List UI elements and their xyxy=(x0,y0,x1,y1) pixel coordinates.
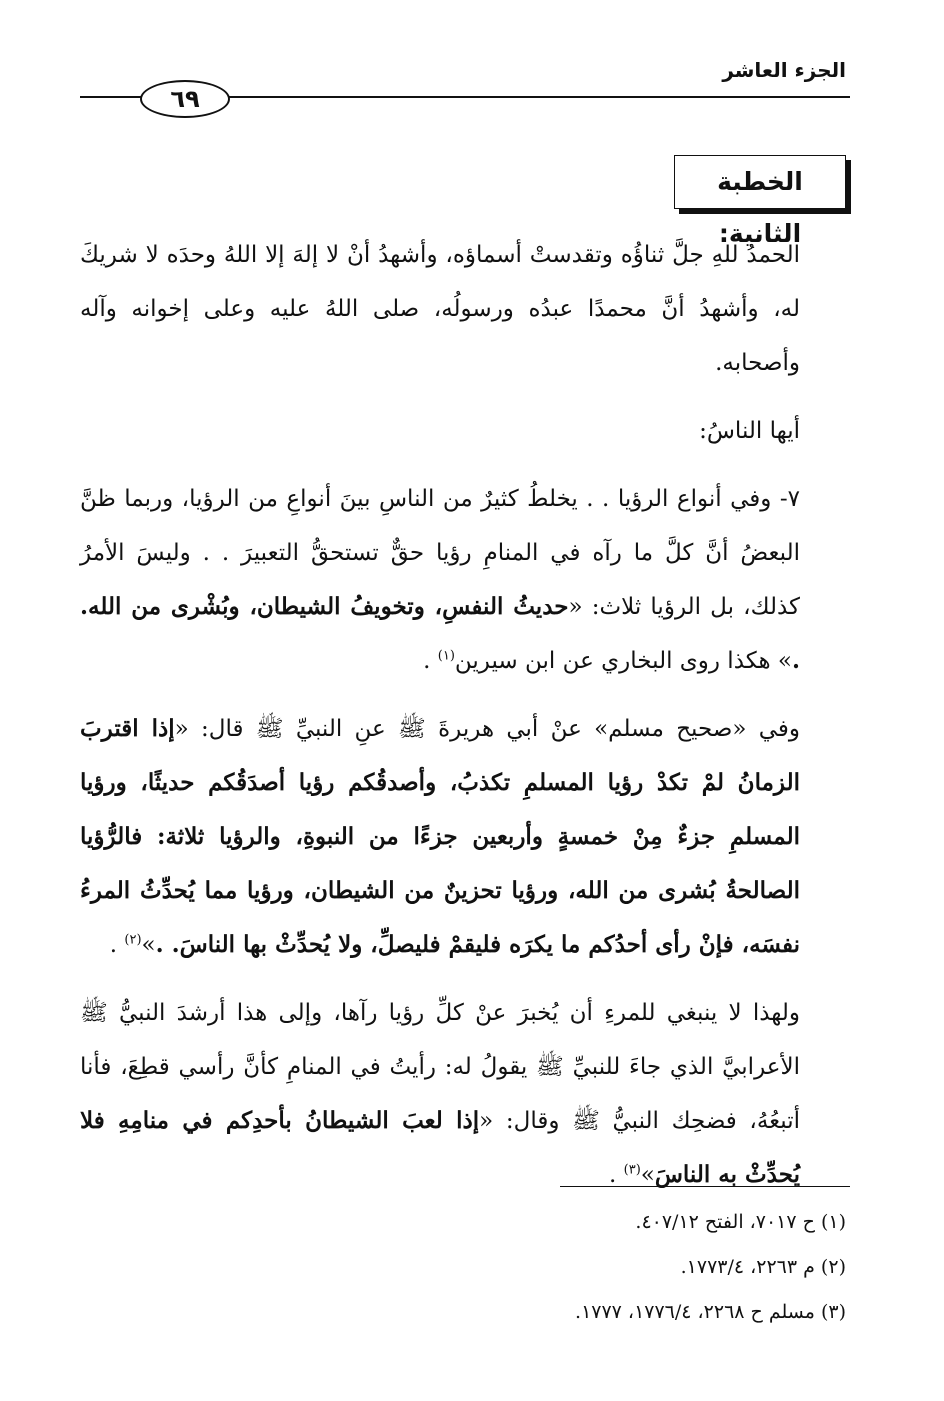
paragraph-praise: الحمدُ للهِ جلَّ ثناؤُه وتقدستْ أسماؤه، وأشهدُ أنْ لا إلهَ إلا اللهُ وحدَه لا شريكَ له، وأشهدُ أنَّ محمدًا عبدُه ورسولُه، صلى اللهُ عليه وعلى إخوانه وآله وأصحابه. xyxy=(80,242,800,376)
paragraph-text: ولهذا لا ينبغي للمرءِ أن يُخبرَ عنْ كلِّ رؤيا رآها، وإلى هذا أرشدَ النبيُّ ﷺ الأعرابيَّ الذي جاءَ للنبيِّ ﷺ يقولُ له: رأيتُ في المنامِ كأنَّ رأسي قطِعَ، فأنا أتبعُهُ، فضحِك النبيُّ ﷺ وقال: « xyxy=(80,1000,800,1134)
running-title: الجزء العاشر xyxy=(722,58,846,82)
hadith-quote: حديثُ النفسِ، وتخويفُ الشيطان، وبُشْرى من الله. . xyxy=(80,593,800,674)
footnote-item: (١) ح ٧٠١٧، الفتح ٤٠٧/١٢. xyxy=(635,1211,846,1233)
paragraph-text: » هكذا روى البخاري عن ابن سيرين xyxy=(454,648,792,674)
footnote-ref[interactable]: (٢) xyxy=(124,932,142,948)
page-number: ٦٩ xyxy=(140,80,230,118)
hadith-quote: إذا اقتربَ الزمانُ لمْ تكدْ رؤيا المسلمِ تكذبُ، وأصدقُكم رؤيا أصدَقُكم حديثًا، ورؤيا المسلمِ جزءٌ مِنْ خمسةٍ وأربعين جزءًا من النبوةِ، والرؤيا ثلاثة: فالرُّؤيا الصالحةُ بُشرى من الله، ورؤيا تحزينٌ من الشيطان، ورؤيا مما يُحدِّثُ المرءُ نفسَه، فإنْ رأى أحدُكم ما يكرَه فليقمْ فليصلِّ، ولا يُحدِّثْ بها الناسَ. . xyxy=(80,715,800,958)
paragraph-guidance xyxy=(80,986,850,1202)
paragraph-dream-types xyxy=(80,472,850,688)
footnote-rule xyxy=(560,1186,850,1187)
hadith-quote: إذا لعبَ الشيطانُ بأحدِكم في منامِهِ فلا يُحدِّثْ به الناسَ xyxy=(80,1107,800,1188)
paragraph-text: » xyxy=(640,1162,655,1188)
footnote-ref[interactable]: (١) xyxy=(437,648,455,664)
paragraph-sahih-muslim xyxy=(80,702,850,972)
paragraph-text: ٧- وفي أنواع الرؤيا . . يخلطُ كثيرٌ من الناسِ بينَ أنواعِ من الرؤيا، وربما ظنَّ البعضُ أنَّ كلَّ ما رآه في المنامِ رؤيا حقٌّ تستحقُّ التعبيرَ . . وليسَ الأمرُ كذلك، بل الرؤيا ثلاث: « xyxy=(80,486,801,620)
paragraph-end: . xyxy=(109,932,125,958)
footnotes xyxy=(76,1200,846,1335)
paragraph-text: » xyxy=(141,932,156,958)
footnote-item: (٣) مسلم ح ٢٢٦٨، ١٧٧٦/٤، ١٧٧٧. xyxy=(575,1301,846,1323)
body-text xyxy=(80,228,850,1216)
footnote-ref[interactable]: (٣) xyxy=(623,1162,641,1178)
paragraph-text: وفي «صحيح مسلم» عنْ أبي هريرةَ ﷺ عنِ النبيِّ ﷺ قال: « xyxy=(174,716,800,742)
paragraph-end: . xyxy=(609,1162,624,1188)
section-title: الخطبة الثانية: xyxy=(674,155,846,209)
paragraph-end: . xyxy=(423,648,438,674)
footnote-item: (٢) م ٢٢٦٣، ١٧٧٣/٤. xyxy=(680,1256,846,1278)
paragraph-address: أيها الناسُ: xyxy=(699,418,800,444)
